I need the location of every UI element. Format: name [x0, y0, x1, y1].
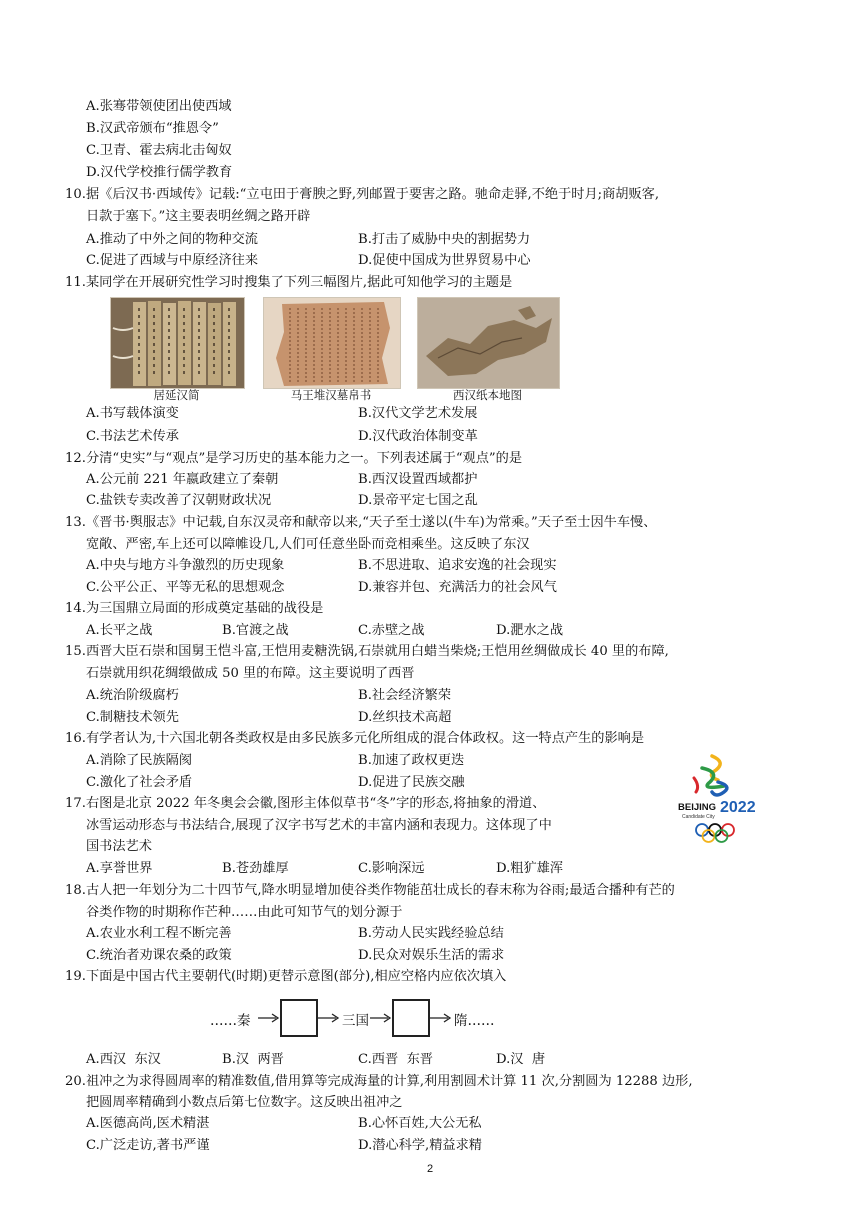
q15-stem-line2: 石崇就用织花绸缎做成 50 里的布障。这主要说明了西晋	[86, 666, 415, 681]
q11-caption-3: 西汉纸本地图	[453, 388, 522, 402]
q13-option-a: A.中央与地方斗争激烈的历史现象	[86, 558, 285, 573]
q18-stem-line1: 18.古人把一年划分为二十四节气,降水明显增加使谷类作物能茁壮成长的春末称为谷雨;最适合播种有芒的	[65, 883, 675, 898]
q17-stem-line2: 冰雪运动形态与书法结合,展现了汉字书写艺术的丰富内涵和表现力。这体现了中	[86, 818, 552, 833]
q12-stem: 12.分清“史实”与“观点”是学习历史的基本能力之一。下列表述属于“观点”的是	[65, 451, 523, 466]
q15-option-d: D.丝织技术高超	[358, 710, 452, 725]
q13-option-c: C.公平公正、平等无私的思想观念	[86, 580, 285, 595]
q15-option-a: A.统治阶级腐朽	[86, 688, 179, 703]
olympic-rings-icon	[696, 824, 734, 842]
dynasty-timeline	[210, 995, 510, 1041]
q11-stem: 11.某同学在开展研究性学习时搜集了下列三幅图片,据此可知他学习的主题是	[65, 275, 513, 290]
q13-option-b: B.不思进取、追求安逸的社会现实	[358, 558, 557, 573]
q20-option-d: D.潜心科学,精益求精	[358, 1138, 482, 1153]
q14-option-c: C.赤壁之战	[358, 623, 425, 638]
q19-option-c: C.西晋 东晋	[358, 1052, 433, 1067]
q17-option-a: A.享誉世界	[86, 861, 153, 876]
q11-option-c: C.书法艺术传承	[86, 429, 179, 444]
q11-caption-1: 居延汉简	[153, 388, 200, 402]
q20-option-a: A.医德高尚,医术精湛	[86, 1116, 210, 1131]
q9-option-b: B.汉武帝颁布“推恩令”	[86, 121, 219, 136]
q14-option-d: D.淝水之战	[496, 623, 564, 638]
q9-option-c: C.卫青、霍去病北击匈奴	[86, 143, 232, 158]
q15-option-b: B.社会经济繁荣	[358, 688, 452, 703]
q16-option-a: A.消除了民族隔阂	[86, 753, 193, 768]
page-number: 2	[426, 1163, 434, 1175]
emblem-beijing-text: BEIJING	[678, 802, 717, 813]
q11-option-a: A.书写载体演变	[86, 406, 179, 421]
silk-manuscript-drawing	[264, 298, 400, 388]
arrow-right-icon	[318, 1011, 340, 1025]
q10-stem-line1: 10.据《后汉书·西域传》记载:“立屯田于膏腴之野,列邮置于要害之路。驰命走驿,不绝于时月;商胡贩客,	[65, 187, 660, 202]
q13-stem-line1: 13.《晋书·舆服志》中记载,自东汉灵帝和献帝以来,“天子至士遂以(牛车)为常乘。”天子至士因牛车慢、	[65, 515, 657, 530]
paper-map-drawing	[418, 298, 559, 388]
q13-stem-line2: 宽敞、严密,车上还可以障帷设几,人们可任意坐卧而竞相乘坐。这反映了东汉	[86, 537, 530, 552]
q9-option-d: D.汉代学校推行儒学教育	[86, 165, 233, 180]
blank-box-1	[280, 999, 318, 1037]
q17-option-c: C.影响深远	[358, 861, 425, 876]
emblem-sub-text: Candidate City	[682, 814, 715, 820]
q10-option-d: D.促使中国成为世界贸易中心	[358, 253, 531, 268]
q18-stem-line2: 谷类作物的时期称作芒种……由此可知节气的划分源于	[86, 905, 403, 920]
q10-option-b: B.打击了威胁中央的割据势力	[358, 232, 531, 247]
q14-option-b: B.官渡之战	[222, 623, 289, 638]
mawangdui-silk-manuscript-image	[263, 297, 401, 389]
q20-stem-line1: 20.祖冲之为求得圆周率的精准数值,借用算等完成海量的计算,利用割圆术计算 11 次,分割圆为 12288 边形,	[65, 1074, 693, 1089]
timeline-end-label: 隋……	[454, 1013, 495, 1029]
arrow-right-icon	[370, 1011, 392, 1025]
q16-option-c: C.激化了社会矛盾	[86, 775, 193, 790]
q20-option-b: B.心怀百姓,大公无私	[358, 1116, 482, 1131]
q10-option-a: A.推动了中外之间的物种交流	[86, 232, 258, 247]
q11-option-d: D.汉代政治体制变革	[358, 429, 478, 444]
q12-option-a: A.公元前 221 年嬴政建立了秦朝	[86, 472, 279, 487]
arrow-right-icon	[258, 1011, 280, 1025]
western-han-paper-map-image	[417, 297, 560, 389]
timeline-middle-label: 三国	[342, 1013, 369, 1029]
q12-option-c: C.盐铁专卖改善了汉朝财政状况	[86, 493, 272, 508]
blank-box-2	[392, 999, 430, 1037]
q12-option-b: B.西汉设置西域都护	[358, 472, 478, 487]
q15-option-c: C.制糖技术领先	[86, 710, 179, 725]
q18-option-b: B.劳动人民实践经验总结	[358, 926, 504, 941]
q17-option-d: D.粗犷雄浑	[496, 861, 564, 876]
q19-option-d: D.汉 唐	[496, 1052, 546, 1067]
q16-option-d: D.促进了民族交融	[358, 775, 465, 790]
q17-stem-line3: 国书法艺术	[86, 839, 152, 854]
juyan-bamboo-slips-image	[110, 297, 245, 389]
q20-stem-line2: 把圆周率精确到小数点后第七位数字。这反映出祖冲之	[86, 1095, 403, 1110]
q16-option-b: B.加速了政权更迭	[358, 753, 465, 768]
q18-option-a: A.农业水利工程不断完善	[86, 926, 232, 941]
q13-option-d: D.兼容并包、充满活力的社会风气	[358, 580, 557, 595]
q11-option-b: B.汉代文学艺术发展	[358, 406, 478, 421]
q18-option-c: C.统治者劝课农桑的政策	[86, 948, 232, 963]
bamboo-slips-drawing	[111, 298, 244, 388]
q17-option-b: B.苍劲雄厚	[222, 861, 289, 876]
q14-stem: 14.为三国鼎立局面的形成奠定基础的战役是	[65, 601, 324, 616]
q12-option-d: D.景帝平定七国之乱	[358, 493, 478, 508]
q11-caption-2: 马王堆汉墓帛书	[290, 388, 372, 402]
q15-stem-line1: 15.西晋大臣石崇和国舅王恺斗富,王恺用麦糖洗锅,石崇就用白蜡当柴烧;王恺用丝绸做成长 40 里的布障,	[65, 644, 669, 659]
emblem-year-text: 2022	[720, 799, 756, 816]
arrow-right-icon	[430, 1011, 452, 1025]
beijing-2022-emblem	[672, 752, 772, 852]
q16-stem: 16.有学者认为,十六国北朝各类政权是由多民族多元化所组成的混合体政权。这一特点产生的影响是	[65, 731, 645, 746]
q20-option-c: C.广泛走访,著书严谨	[86, 1138, 210, 1153]
q10-stem-line2: 日款于塞下。”这主要表明丝绸之路开辟	[86, 209, 311, 224]
beijing-2022-emblem-icon	[672, 752, 772, 852]
q19-stem: 19.下面是中国古代主要朝代(时期)更替示意图(部分),相应空格内应依次填入	[65, 969, 507, 984]
q14-option-a: A.长平之战	[86, 623, 153, 638]
timeline-start-label: ……秦	[210, 1013, 251, 1029]
q10-option-c: C.促进了西域与中原经济往来	[86, 253, 259, 268]
q18-option-d: D.民众对娱乐生活的需求	[358, 948, 505, 963]
q19-option-a: A.西汉 东汉	[86, 1052, 161, 1067]
q9-option-a: A.张骞带领使团出使西域	[86, 99, 232, 114]
q19-option-b: B.汉 两晋	[222, 1052, 284, 1067]
q17-stem-line1: 17.右图是北京 2022 年冬奥会会徽,图形主体似草书“冬”字的形态,将抽象的滑道、	[65, 796, 546, 811]
